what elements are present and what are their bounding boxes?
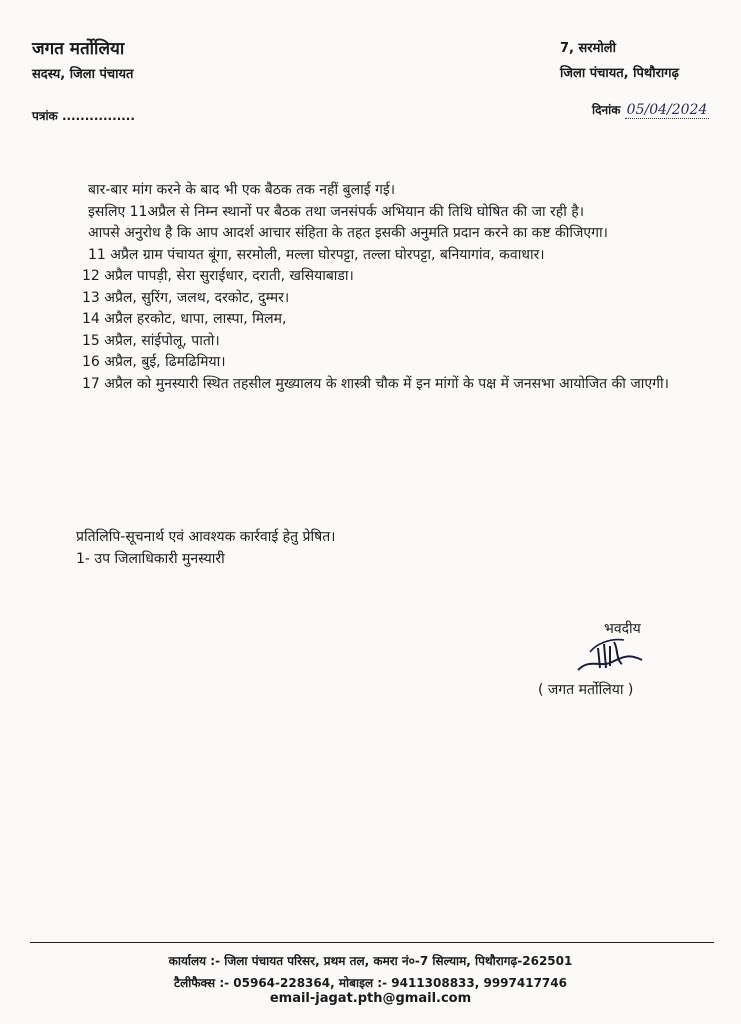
- copy-to-section: [76, 526, 696, 570]
- signatory-name: ( जगत मर्तोलिया ): [538, 682, 634, 698]
- copy-line: 1- उप जिलाधिकारी मुनस्यारी: [76, 551, 225, 567]
- sender-name: जगत मर्तोलिया: [32, 39, 125, 59]
- date-field: [592, 101, 709, 118]
- reference-number: पत्रांक ................: [32, 109, 135, 123]
- address-line-1: 7, सरमोली: [560, 41, 616, 56]
- footer-email: email-jagat.pth@gmail.com: [269, 991, 472, 1006]
- body-paragraph: इसलिए 11अप्रैल से निम्न स्थानों पर बैठक तथा जनसंपर्क अभियान की तिथि घोषित की जा रही है।: [88, 203, 585, 220]
- body-paragraph: 13 अप्रैल, सुरिंग, जलथ, दरकोट, दुम्मर।: [82, 289, 290, 306]
- body-paragraph: 11 अप्रैल ग्राम पंचायत बूंगा, सरमोली, मल्ला घोरपट्टा, तल्ला घोरपट्टा, बनियागांव, कवाधार।: [88, 246, 545, 263]
- body-paragraph: 14 अप्रैल हरकोट, धापा, लास्पा, मिलम,: [82, 311, 287, 327]
- footer-office-address: कार्यालय :- जिला पंचायत परिसर, प्रथम तल, कमरा नं०-7 सिल्याम, पिथौरागढ़-262501: [168, 954, 573, 968]
- date-value: 05/04/2024: [626, 102, 708, 118]
- body-paragraph: आपसे अनुरोध है कि आप आदर्श आचार संहिता के तहत इसकी अनुमति प्रदान करने का कष्ट कीजिएगा।: [88, 225, 608, 241]
- body-paragraph: 17 अप्रैल को मुनस्यारी स्थित तहसील मुख्यालय के शास्त्री चौक में इन मांगों के पक्ष में जनसभा आयोजित की जाएगी।: [82, 375, 669, 392]
- body-paragraph: 12 अप्रैल पापड़ी, सेरा सुराईधार, दराती, खसियाबाडा।: [82, 268, 354, 284]
- date-label: दिनांक: [592, 103, 621, 117]
- body-paragraph: 16 अप्रैल, बुई, ढिमढिमिया।: [82, 354, 226, 370]
- copy-line: प्रतिलिपि-सूचनार्थ एवं आवश्यक कार्रवाई हेतु प्रेषित।: [76, 529, 336, 545]
- sender-role: सदस्य, जिला पंचायत: [32, 67, 134, 82]
- footer-phone: टैलीफैक्स :- 05964-228364, मोबाइल :- 9411308833, 9997417746: [174, 976, 567, 990]
- body-paragraph: 15 अप्रैल, सांईपोलू, पातो।: [82, 332, 220, 349]
- footer-divider: [30, 942, 714, 943]
- body-paragraph: बार-बार मांग करने के बाद भी एक बैठक तक नहीं बुलाई गई।: [88, 182, 396, 198]
- address-line-2: जिला पंचायत, पिथौरागढ़: [560, 66, 679, 81]
- letter-body: [82, 180, 688, 395]
- closing-salutation: भवदीय: [604, 621, 641, 637]
